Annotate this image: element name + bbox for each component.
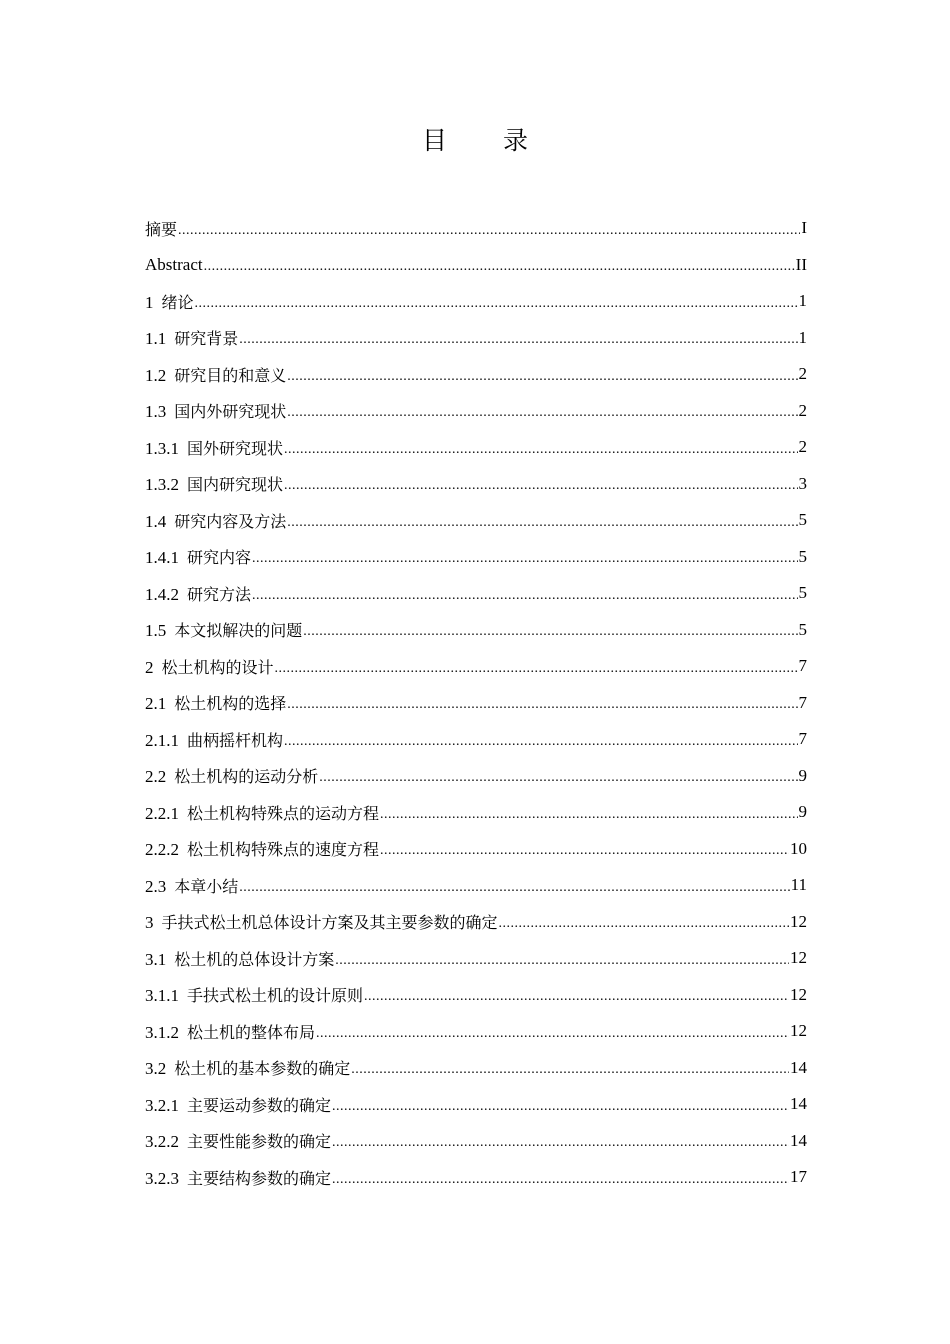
toc-entry-text: 国内外研究现状 xyxy=(174,402,287,422)
toc-entry-text: 国内研究现状 xyxy=(187,475,284,495)
toc-entry-label xyxy=(145,874,238,897)
toc-entry-text: 松土机的基本参数的确定 xyxy=(174,1059,351,1079)
toc-entry-label xyxy=(145,290,194,313)
toc-dot-leader xyxy=(252,589,797,612)
toc-entry-page: 14 xyxy=(790,1130,807,1150)
toc-entry[interactable] xyxy=(145,648,807,685)
toc-entry-number: 2 xyxy=(145,657,154,677)
toc-entry-text: 本文拟解决的问题 xyxy=(174,621,303,641)
toc-entry-text: 国外研究现状 xyxy=(187,438,284,458)
toc-entry-label xyxy=(145,728,283,751)
toc-entry[interactable] xyxy=(145,210,807,247)
toc-entry-page: 9 xyxy=(798,765,807,785)
toc-entry-label xyxy=(145,801,379,824)
toc-entry-number: 2.2 xyxy=(145,767,167,787)
toc-entry[interactable] xyxy=(145,721,807,758)
toc-title: 目 录 xyxy=(422,126,552,155)
toc-dot-leader xyxy=(380,844,789,867)
toc-entry[interactable] xyxy=(145,758,807,795)
toc-entry-label xyxy=(145,837,379,860)
toc-entry[interactable] xyxy=(145,356,807,393)
toc-entry-page: 5 xyxy=(798,583,807,603)
toc-entry[interactable] xyxy=(145,904,807,941)
toc-entry-number: 2.1.1 xyxy=(145,730,179,750)
toc-dot-leader xyxy=(284,443,797,466)
toc-entry-label xyxy=(145,472,283,495)
toc-entry[interactable] xyxy=(145,539,807,576)
toc-entry-page: 5 xyxy=(798,510,807,530)
toc-entry-number: 1.4.1 xyxy=(145,548,179,568)
toc-entry[interactable] xyxy=(145,283,807,320)
toc-entry-number: 2.2.1 xyxy=(145,803,179,823)
toc-dot-leader xyxy=(195,297,798,320)
toc-entry-page: 17 xyxy=(790,1167,807,1187)
toc-entry-page: 11 xyxy=(790,875,807,895)
toc-entry-page: 10 xyxy=(790,838,807,858)
toc-entry-number: 3.1 xyxy=(145,949,167,969)
toc-entry-page: 7 xyxy=(798,729,807,749)
toc-entry-label xyxy=(145,1020,315,1043)
toc-entry-page: 3 xyxy=(798,473,807,493)
toc-entry[interactable] xyxy=(145,502,807,539)
toc-entry-label xyxy=(145,910,498,933)
toc-entry-text: 研究内容及方法 xyxy=(174,511,287,531)
toc-dot-leader xyxy=(332,1100,789,1123)
toc-entry-label xyxy=(145,1166,331,1189)
toc-dot-leader xyxy=(287,406,797,429)
toc-entry[interactable] xyxy=(145,794,807,831)
toc-entry-page: 2 xyxy=(798,437,807,457)
toc-entry[interactable] xyxy=(145,247,807,284)
toc-entry-text: 摘要 xyxy=(145,219,178,239)
toc-entry-text: 松土机构特殊点的速度方程 xyxy=(187,840,380,860)
toc-entry-label xyxy=(145,764,318,787)
toc-entry[interactable] xyxy=(145,429,807,466)
toc-entry[interactable] xyxy=(145,466,807,503)
toc-entry-label xyxy=(145,545,251,568)
toc-entry-label xyxy=(145,983,363,1006)
toc-entry-page: 7 xyxy=(798,656,807,676)
toc-entry-number: 3.2.2 xyxy=(145,1132,179,1152)
toc-entry-text: 研究背景 xyxy=(174,329,239,349)
toc-entry-number: 2.3 xyxy=(145,876,167,896)
toc-dot-leader xyxy=(178,224,800,247)
toc-entry-text: 松土机的总体设计方案 xyxy=(174,949,335,969)
toc-entry-number: 1.5 xyxy=(145,621,167,641)
toc-entry-text: 绪论 xyxy=(161,292,194,312)
toc-entry[interactable] xyxy=(145,1123,807,1160)
toc-entry-label xyxy=(145,363,286,386)
toc-entry-number: 2.1 xyxy=(145,694,167,714)
toc-entry-text: 主要结构参数的确定 xyxy=(187,1168,332,1188)
toc-dot-leader xyxy=(284,479,797,502)
toc-entry[interactable] xyxy=(145,393,807,430)
toc-dot-leader xyxy=(319,771,797,794)
toc-entry-label xyxy=(145,399,286,422)
toc-entry-label xyxy=(145,655,274,678)
toc-dot-leader xyxy=(239,881,789,904)
toc-dot-leader xyxy=(380,808,797,831)
toc-dot-leader xyxy=(204,260,795,283)
toc-entry-label xyxy=(145,691,286,714)
toc-entry-page: 12 xyxy=(790,1021,807,1041)
toc-dot-leader xyxy=(252,552,797,575)
toc-entry-label xyxy=(145,618,302,641)
toc-entry-number: 1.3.2 xyxy=(145,475,179,495)
toc-entry-number: 3.2.1 xyxy=(145,1095,179,1115)
toc-entry-number: 1.2 xyxy=(145,365,167,385)
toc-entry-text: 研究方法 xyxy=(187,584,252,604)
toc-entry-number: 1.3.1 xyxy=(145,438,179,458)
toc-entry-text: 研究内容 xyxy=(187,548,252,568)
toc-entry-number: 1.4 xyxy=(145,511,167,531)
toc-entry-page: 12 xyxy=(790,984,807,1004)
toc-entry[interactable] xyxy=(145,685,807,722)
toc-entry[interactable] xyxy=(145,1086,807,1123)
toc-dot-leader xyxy=(303,625,797,648)
toc-entry[interactable] xyxy=(145,575,807,612)
toc-entry-page: 5 xyxy=(798,619,807,639)
toc-entry-text: 松土机的整体布局 xyxy=(187,1022,316,1042)
toc-dot-leader xyxy=(284,735,797,758)
toc-list xyxy=(145,210,807,1196)
toc-entry[interactable] xyxy=(145,320,807,357)
toc-entry[interactable] xyxy=(145,867,807,904)
toc-entry-text: 松土机构的选择 xyxy=(174,694,287,714)
toc-dot-leader xyxy=(287,516,797,539)
toc-entry-text: 曲柄摇杆机构 xyxy=(187,730,284,750)
toc-dot-leader xyxy=(287,370,797,393)
toc-dot-leader xyxy=(332,1173,789,1196)
toc-entry-page: 12 xyxy=(790,948,807,968)
toc-entry-text: 手扶式松土机总体设计方案及其主要参数的确定 xyxy=(161,913,498,933)
toc-entry-page: 2 xyxy=(798,400,807,420)
toc-entry-page: 1 xyxy=(798,327,807,347)
toc-entry-text: 松土机构的设计 xyxy=(161,657,274,677)
toc-entry[interactable] xyxy=(145,1013,807,1050)
toc-entry-page: 2 xyxy=(798,364,807,384)
toc-entry-label xyxy=(145,1093,331,1116)
toc-entry-text: 主要性能参数的确定 xyxy=(187,1132,332,1152)
toc-entry-number: 3.2 xyxy=(145,1059,167,1079)
toc-entry-page: 14 xyxy=(790,1094,807,1114)
toc-entry-text: 松土机构的运动分析 xyxy=(174,767,319,787)
toc-entry-number: 3 xyxy=(145,913,154,933)
toc-dot-leader xyxy=(316,1027,789,1050)
toc-entry-text: Abstract xyxy=(145,254,203,274)
toc-entry-page: 9 xyxy=(798,802,807,822)
toc-entry-page: 14 xyxy=(790,1057,807,1077)
toc-entry-text: 松土机构特殊点的运动方程 xyxy=(187,803,380,823)
toc-dot-leader xyxy=(351,1063,789,1086)
toc-entry-text: 手扶式松土机的设计原则 xyxy=(187,986,364,1006)
toc-entry-text: 本章小结 xyxy=(174,876,239,896)
toc-entry-page: 7 xyxy=(798,692,807,712)
toc-entry[interactable] xyxy=(145,1050,807,1087)
toc-entry-page: I xyxy=(801,218,807,238)
toc-entry-label xyxy=(145,255,203,275)
toc-entry-label xyxy=(145,509,286,532)
toc-entry-label xyxy=(145,947,334,970)
toc-entry-text: 主要运动参数的确定 xyxy=(187,1095,332,1115)
toc-entry-number: 1.3 xyxy=(145,402,167,422)
toc-entry-number: 3.1.2 xyxy=(145,1022,179,1042)
toc-entry-label xyxy=(145,582,251,605)
toc-entry-label xyxy=(145,1129,331,1152)
toc-dot-leader xyxy=(499,917,789,940)
toc-dot-leader xyxy=(364,990,789,1013)
toc-entry-label xyxy=(145,217,177,240)
toc-entry-number: 1.1 xyxy=(145,329,167,349)
toc-dot-leader xyxy=(335,954,789,977)
toc-entry-number: 3.2.3 xyxy=(145,1168,179,1188)
toc-entry-label xyxy=(145,326,238,349)
toc-entry-text: 研究目的和意义 xyxy=(174,365,287,385)
toc-entry[interactable] xyxy=(145,1159,807,1196)
toc-dot-leader xyxy=(287,698,797,721)
toc-entry-page: 1 xyxy=(798,291,807,311)
toc-entry[interactable] xyxy=(145,831,807,868)
toc-entry-number: 2.2.2 xyxy=(145,840,179,860)
toc-entry-number: 3.1.1 xyxy=(145,986,179,1006)
toc-entry-label xyxy=(145,1056,350,1079)
toc-dot-leader xyxy=(332,1136,789,1159)
toc-entry-page: 5 xyxy=(798,546,807,566)
toc-entry-page: 12 xyxy=(790,911,807,931)
toc-entry-page: II xyxy=(795,254,807,274)
toc-entry-label xyxy=(145,436,283,459)
toc-entry-number: 1 xyxy=(145,292,154,312)
toc-entry-number: 1.4.2 xyxy=(145,584,179,604)
toc-entry[interactable] xyxy=(145,940,807,977)
toc-entry[interactable] xyxy=(145,612,807,649)
toc-dot-leader xyxy=(239,333,797,356)
toc-dot-leader xyxy=(275,662,798,685)
toc-entry[interactable] xyxy=(145,977,807,1014)
